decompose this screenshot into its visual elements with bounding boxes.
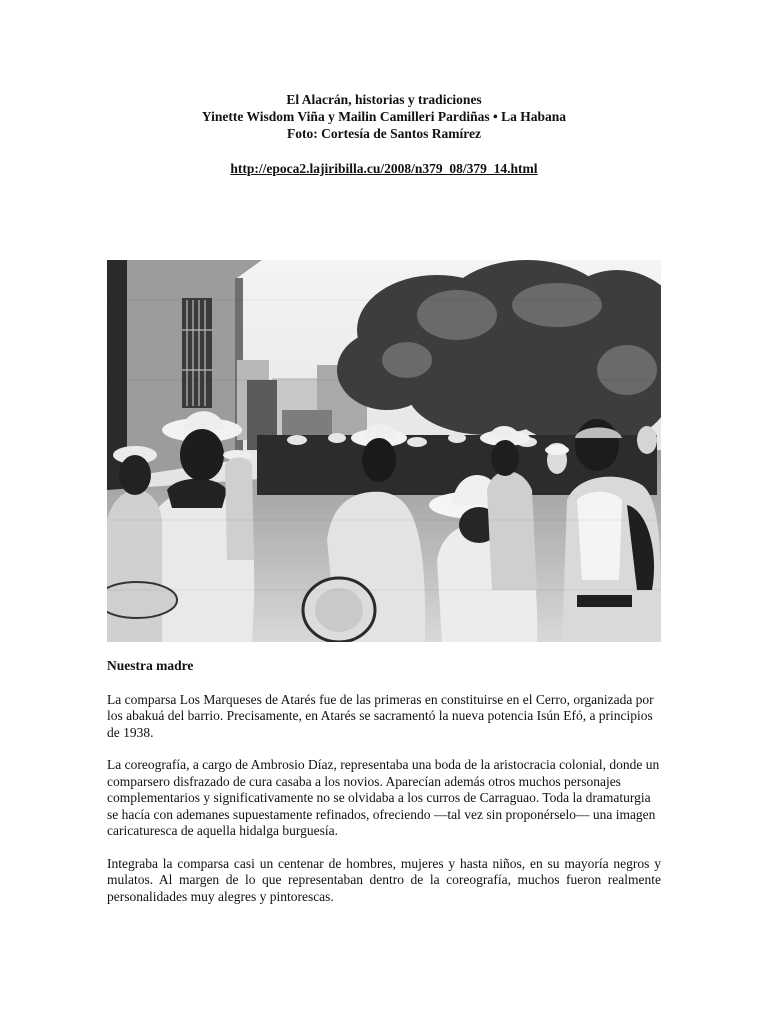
section-heading: Nuestra madre bbox=[107, 658, 194, 673]
source-link[interactable]: http://epoca2.lajiribilla.cu/2008/n379_08/379_14.html bbox=[230, 161, 538, 176]
paragraph: La comparsa Los Marqueses de Atarés fue de las primeras en constituirse en el Cerro, organizada por los abakuá del barrio. Precisamente, en Atarés se sacramentó la nueva potencia Isún Efó, a principios de 1938. bbox=[107, 691, 654, 740]
article-title: El Alacrán, historias y tradiciones bbox=[286, 92, 482, 107]
paragraph: La coreografía, a cargo de Ambrosio Díaz, representaba una boda de la aristocracia colonial, donde un comparsero disfrazado de cura casaba a los novios. Aparecían además otros muchos personajes complementarios y significativamente no se olvidaba a los curros de Carraguao. Toda la dramaturgia se hacía con ademanes supuestamente refinados, ofreciendo —tal vez sin proponérselo— una imagen caricaturesca de aquella hidalga burguesía. bbox=[107, 757, 660, 838]
parade-photo bbox=[107, 260, 661, 642]
paragraph: Integraba la comparsa casi un centenar de hombres, mujeres y hasta niños, en su mayoría negros y mulatos. Al margen de lo que representaban dentro de la coreografía, muchos fueron realmente personalidades muy alegres y pintorescas. bbox=[107, 855, 661, 904]
article-header bbox=[0, 91, 768, 177]
parade-photo-illustration bbox=[107, 260, 661, 642]
photo-credit: Foto: Cortesía de Santos Ramírez bbox=[287, 126, 481, 141]
article-authors: Yinette Wisdom Viña y Mailin Camilleri Pardiñas • La Habana bbox=[201, 109, 567, 124]
article-body bbox=[107, 658, 661, 921]
